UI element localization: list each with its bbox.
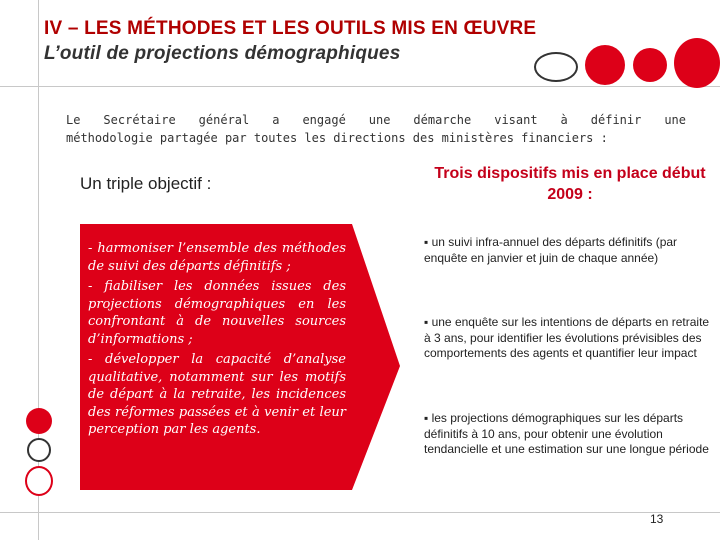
objective-item-harmoniser: - harmoniser l’ensemble des méthodes de suivi des départs définitifs ; — [88, 241, 346, 274]
intro-line-1: Le Secrétaire général a engagé une démarche visant à définir une — [66, 113, 686, 127]
dispositif-item-suivi: ▪ un suivi infra-annuel des départs définitifs (par enquête en janvier et juin de chaque année) — [424, 235, 678, 265]
objective-item-developper: - développer la capacité d’analyse qualitative, notamment sur les motifs de départ à la retraite, les incidences des réformes passées et à venir et leur perception par les agents. — [88, 352, 346, 437]
slide-subtitle: L’outil de projections démographiques — [44, 43, 401, 64]
section-title: IV – LES MÉTHODES ET LES OUTILS MIS EN ŒUVRE — [44, 18, 537, 39]
dispositif-item-enquete: ▪ une enquête sur les intentions de départs en retraite à 3 ans, pour identifier les évolutions prévisibles des comportements des agents et quantifier leur impact — [424, 315, 710, 360]
objectives-title: Un triple objectif : — [80, 174, 212, 193]
dispositif-item-projections: ▪ les projections démographiques sur les départs définitifs à 10 ans, pour obtenir une évolution tendancielle et une estimation sur une longue période — [424, 411, 709, 456]
page-number: 13 — [650, 512, 664, 526]
objective-item-fiabiliser: - fiabiliser les données issues des projections démographiques en les confrontant à de nouvelles sources d’informations ; — [88, 279, 346, 347]
intro-line-2: méthodologie partagée par toutes les directions des ministères financiers : — [66, 131, 608, 145]
objectives-list — [88, 240, 346, 442]
dispositifs-title: Trois dispositifs mis en place début 2009 : — [434, 165, 706, 203]
